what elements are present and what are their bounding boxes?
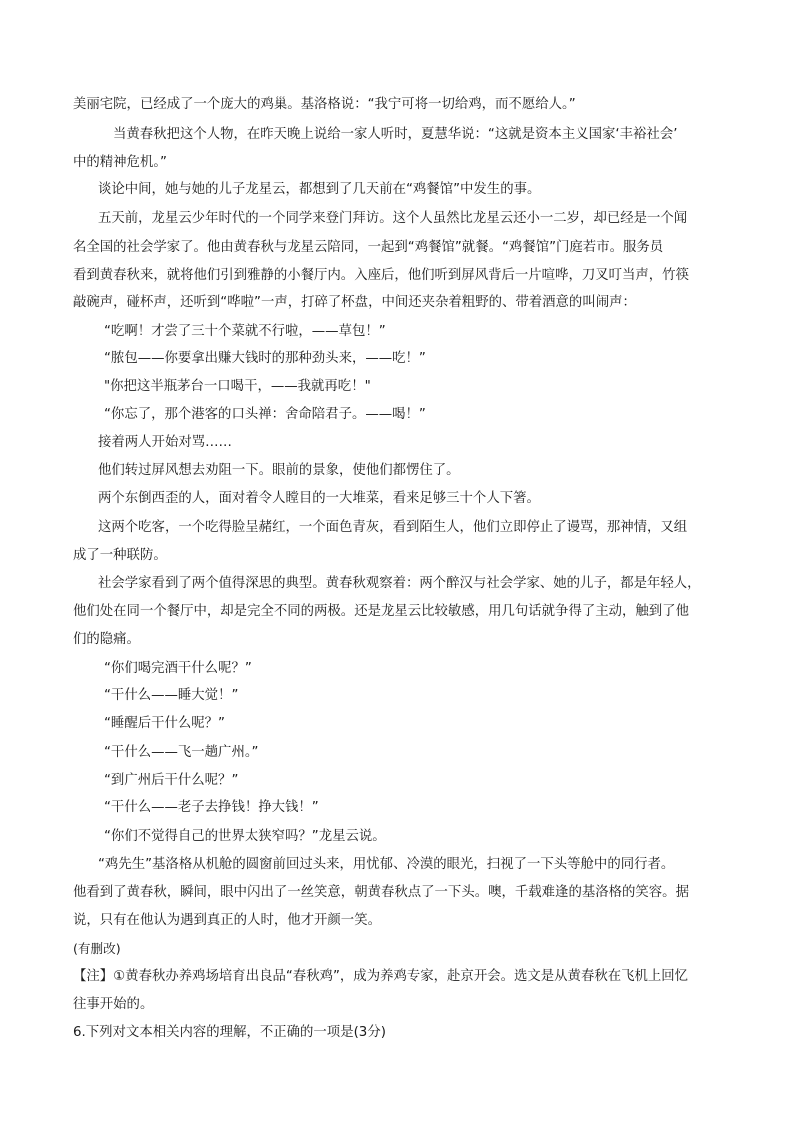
text-line: 中的精神危机。” bbox=[73, 155, 167, 170]
dialogue-line: “脓包——你要拿出赚大钱时的那种劲头来，——吃！” bbox=[104, 351, 426, 366]
text-line: 当黄春秋把这个人物，在昨天晚上说给一家人听时，夏慧华说：“这就是资本主义国家‘丰裕社会’ bbox=[113, 127, 678, 142]
dialogue-line: “到广州后干什么呢？” bbox=[104, 773, 239, 788]
text-line: 五天前，龙星云少年时代的一个同学来登门拜访。这个人虽然比龙星云还小一二岁，却已经是一个闻 bbox=[98, 211, 688, 226]
text-line: 们的隐痛。 bbox=[73, 632, 140, 647]
text-line: 敲碗声，碰杯声，还听到“哗啦”一声，打碎了杯盘，中间还夹杂着粗野的、带着酒意的叫闹声： bbox=[73, 295, 636, 310]
text-line: “鸡先生”基洛格从机舱的圆窗前回过头来，用忧郁、冷漠的眼光，扫视了一下头等舱中的同行者。 bbox=[98, 857, 675, 872]
text-line: 他看到了黄春秋，瞬间，眼中闪出了一丝笑意，朝黄春秋点了一下头。噢，千载难逢的基洛格的笑容。据 bbox=[73, 885, 689, 900]
text-line: 这两个吃客，一个吃得脸呈赭红，一个面色青灰，看到陌生人，他们立即停止了谩骂，那神情，又组 bbox=[98, 520, 688, 535]
abridged-note: (有删改) bbox=[73, 941, 121, 956]
text-line: 他们转过屏风想去劝阻一下。眼前的景象，使他们都愣住了。 bbox=[98, 463, 460, 478]
dialogue-line: “你们喝完酒干什么呢？” bbox=[104, 661, 252, 676]
text-line: 美丽宅院，已经成了一个庞大的鸡巢。基洛格说：“我宁可将一切给鸡，而不愿给人。” bbox=[73, 97, 576, 112]
text-line: 看到黄春秋来，就将他们引到雅静的小餐厅内。入座后，他们听到屏风背后一片喧哗，刀叉叮当声，竹筷 bbox=[73, 268, 689, 283]
text-line: 说，只有在他认为遇到真正的人时，他才开颜一笑。 bbox=[73, 913, 381, 928]
text-line: 成了一种联防。 bbox=[73, 548, 167, 563]
text-line: 名全国的社会学家了。他由黄春秋与龙星云陪同，一起到“鸡餐馆”就餐。“鸡餐馆”门庭若市。服务员 bbox=[73, 240, 664, 255]
dialogue-line: “你忘了，那个港客的口头禅：舍命陪君子。——喝！” bbox=[104, 407, 426, 422]
text-line: 两个东倒西歪的人，面对着令人瞠目的一大堆菜，看来足够三十个人下箸。 bbox=[98, 491, 540, 506]
text-line: 社会学家看到了两个值得深思的典型。黄春秋观察着：两个醉汉与社会学家、她的儿子，都是年轻人， bbox=[98, 576, 701, 591]
dialogue-line: “你们不觉得自己的世界太狭窄吗？”龙星云说。 bbox=[104, 829, 386, 844]
dialogue-line: “睡醒后干什么呢？” bbox=[104, 716, 225, 731]
dialogue-line: “吃啊！才尝了三十个菜就不行啦，——草包！” bbox=[104, 324, 386, 339]
dialogue-line: “干什么——睡大觉！” bbox=[104, 688, 239, 703]
footnote-line: 往事开始的。 bbox=[73, 997, 154, 1012]
dialogue-line: “干什么——飞一趟广州。” bbox=[104, 745, 259, 760]
question-line: 6.下列对文本相关内容的理解，不正确的一项是(3分) bbox=[73, 1025, 386, 1040]
text-line: 接着两人开始对骂…… bbox=[98, 435, 232, 450]
text-line: 谈论中间，她与她的儿子龙星云，都想到了几天前在“鸡餐馆”中发生的事。 bbox=[98, 182, 541, 197]
footnote-line: 【注】①黄春秋办养鸡场培育出良品“春秋鸡”，成为养鸡专家，赴京开会。选文是从黄春秋在飞机上回忆 bbox=[73, 969, 689, 984]
text-line: 他们处在同一个餐厅中，却是完全不同的两极。还是龙星云比较敏感，用几句话就争得了主动，触到了他 bbox=[73, 604, 689, 619]
dialogue-line: "你把这半瓶茅台一口喝干，——我就再吃！" bbox=[104, 379, 371, 394]
dialogue-line: “干什么——老子去挣钱！挣大钱！” bbox=[104, 800, 319, 815]
